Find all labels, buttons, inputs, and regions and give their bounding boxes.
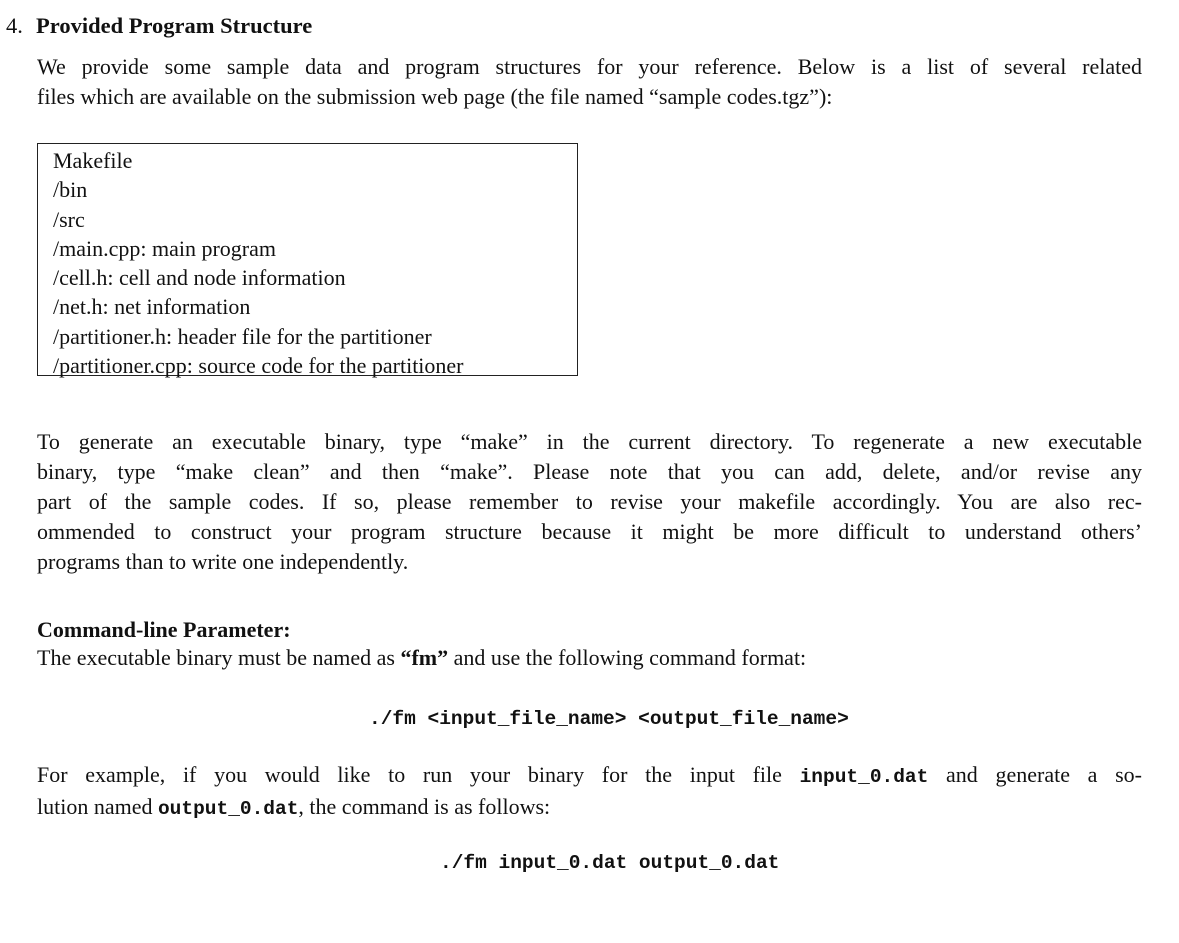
file-list-item: /bin <box>53 177 88 203</box>
desc-text: The executable binary must be named as <box>37 645 401 670</box>
build-line: To generate an executable binary, type “make” in the current directory. To regenerate a new executable <box>37 429 1142 454</box>
file-list-item: /net.h: net information <box>53 294 251 320</box>
example-line <box>37 792 1142 824</box>
build-line: binary, type “make clean” and then “make”. Please note that you can add, delete, and/or revise any <box>37 459 1142 484</box>
input-file-name: input_0.dat <box>799 766 929 788</box>
output-file-name: output_0.dat <box>157 798 299 820</box>
intro-paragraph <box>37 52 1142 112</box>
intro-line: We provide some sample data and program structures for your reference. Below is a list of several related <box>37 54 1142 79</box>
file-list-box <box>37 143 578 379</box>
command-format: ./fm <input_file_name> <output_file_name> <box>369 708 849 730</box>
file-list-item: /partitioner.cpp: source code for the partitioner <box>53 353 464 379</box>
build-line: ommended to construct your program structure because it might be more difficult to understand others’ <box>37 519 1142 544</box>
example-text: lution named <box>37 794 158 819</box>
file-list-item: /partitioner.h: header file for the partitioner <box>53 323 432 349</box>
command-line-description <box>37 643 1142 673</box>
example-command: ./fm input_0.dat output_0.dat <box>440 852 780 874</box>
build-line: programs than to write one independently. <box>37 549 409 574</box>
intro-line: files which are available on the submission web page (the file named “sample codes.tgz”): <box>37 84 833 109</box>
file-list-item: Makefile <box>53 148 133 173</box>
file-list-item: /src <box>53 206 85 232</box>
file-list-item: /cell.h: cell and node information <box>53 265 346 291</box>
build-line: part of the sample codes. If so, please remember to revise your makefile accordingly. You are also rec- <box>37 489 1142 514</box>
binary-name: “fm” <box>400 645 449 670</box>
example-text: and generate a so- <box>928 762 1142 787</box>
desc-text: and use the following command format: <box>448 645 807 670</box>
section-title: Provided Program Structure <box>36 13 313 38</box>
example-text: For example, if you would like to run your binary for the input file <box>37 762 800 787</box>
example-text: , the command is as follows: <box>298 794 551 819</box>
command-line-desc-line <box>37 643 1142 673</box>
section-heading <box>6 11 312 41</box>
section-number: 4. <box>6 13 23 38</box>
build-paragraph <box>37 427 1142 577</box>
file-list-item: /main.cpp: main program <box>53 235 276 261</box>
command-line-heading: Command-line Parameter: <box>37 617 291 642</box>
example-paragraph <box>37 760 1142 824</box>
example-line <box>37 760 1142 792</box>
